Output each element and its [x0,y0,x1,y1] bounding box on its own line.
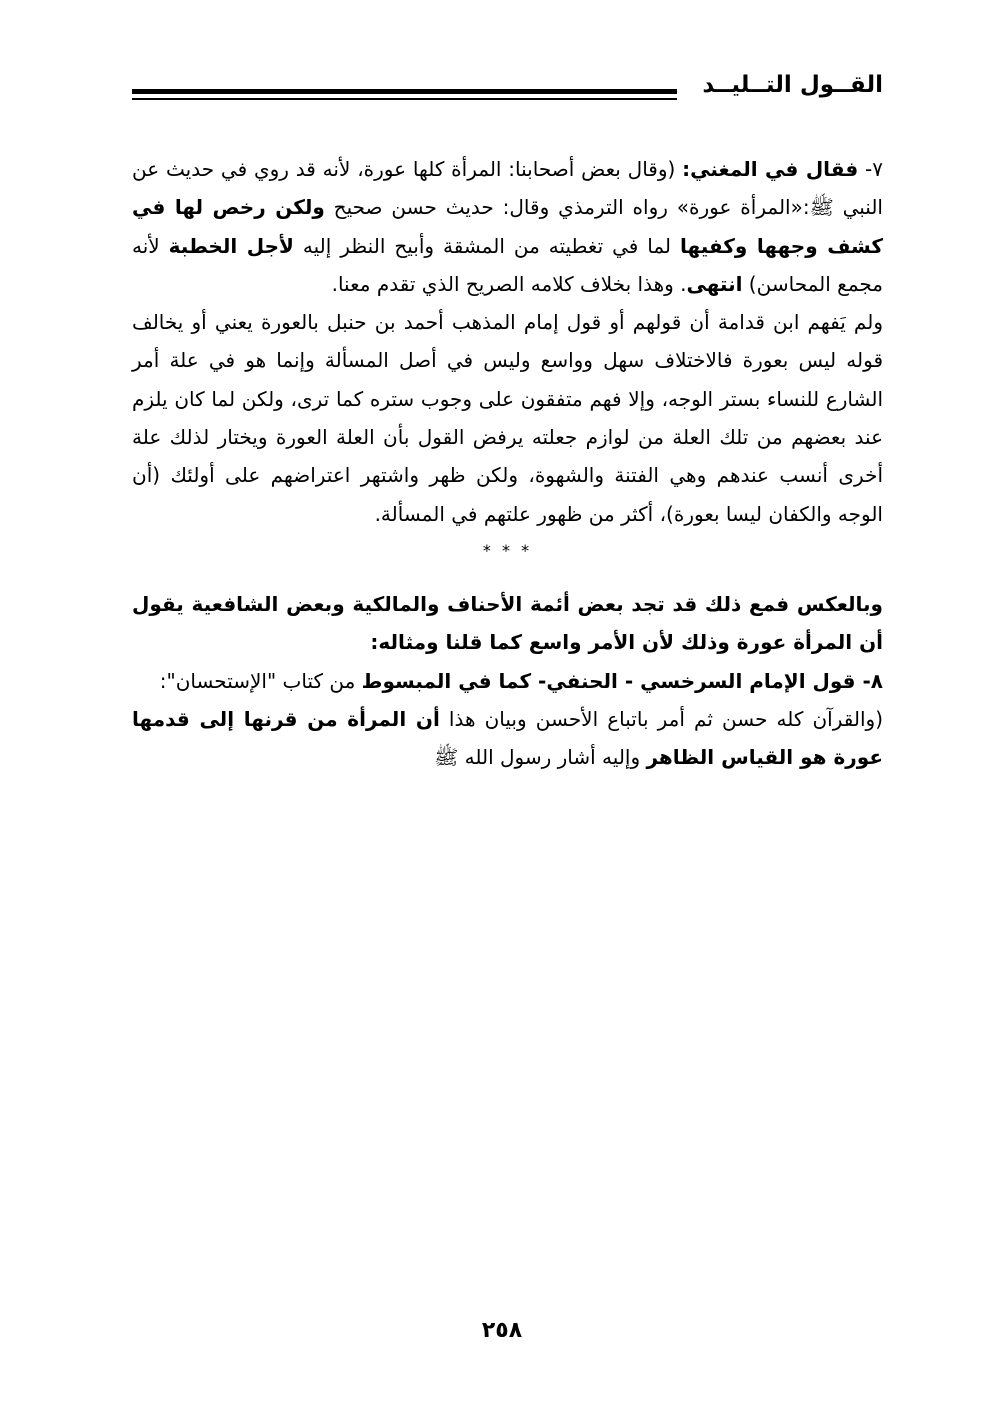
section-separator: * * * [482,540,533,560]
bold-phrase: انتهى [686,271,743,296]
bold-phrase: ولكن رخص لها في كشف وجهها وكفيها [132,195,883,258]
quote-text: وإليه أشار رسول الله ﷺ [434,745,647,770]
bold-phrase: ٨- قول الإمام السرخسي - الحنفي- كما في المبسوط [361,668,883,693]
bold-phrase: لأجل الخطبة [168,233,294,258]
header-rule-thick [132,89,677,94]
bold-phrase: أن المرأة من قرنها إلى قدمها عورة هو القياس الظاهر [132,706,883,770]
running-title: القــول التــليــد [702,72,883,98]
body-text: من كتاب "الإستحسان": [159,668,362,693]
paragraph-sarakhsi [132,662,883,700]
source-label: فقال في المغني: [682,157,859,181]
paragraph-ibn-qudama: ولم يَفهم ابن قدامة أن قولهم أو قول إمام المذهب أحمد بن حنبل بالعورة يعني أو يخالف قوله ليس بعورة فالاختلاف سهل وواسع وليس في أصل المسألة وإنما هو في علة أمر الشارع للنساء بستر الوجه، وإلا فهم متفقون على وجوب ستره كما ترى، ولكن لما كان يلزم عند بعضهم من تلك العلة من لوازم جعلته يرفض القول بأن العلة العورة ويختار لذلك علة أخرى أنسب عندهم وهي الفتنة والشهوة، ولكن ظهر واشتهر اعتراضهم على أولئك (أن الوجه والكفان ليسا بعورة)، أكثر من ظهور علتهم في المسألة. [132,310,883,526]
paragraph-quran-quote [132,700,883,777]
page-number: ٢٥٨ [481,1318,523,1343]
quote-text: لأنه مجمع المحاسن) [132,233,883,296]
page-header [132,66,883,112]
quote-text: . وهذا بخلاف كلامه الصريح الذي تقدم معنا. [331,271,687,296]
quote-text: (وقال بعض أصحابنا: المرأة كلها عورة، لأنه قد روي في حديث عن النبي ﷺ:«المرأة عورة» رواه الترمذي وقال: حديث حسن صحيح [132,157,883,220]
page-body [132,150,883,776]
paragraph-al-mughni [132,150,883,303]
quote-text: (والقرآن كله حسن ثم أمر باتباع الأحسن وبيان هذا [439,706,883,731]
quote-text: لما في تغطيته من المشقة وأبيح النظر إليه [293,233,680,258]
header-rule-thin [132,98,677,100]
paragraph-contrary: وبالعكس فمع ذلك قد تجد بعض أئمة الأحناف والمالكية وبعض الشافعية يقول أن المرأة عورة وذلك لأن الأمر واسع كما قلنا ومثاله: [132,591,883,655]
item-number: ٧- [858,157,883,181]
